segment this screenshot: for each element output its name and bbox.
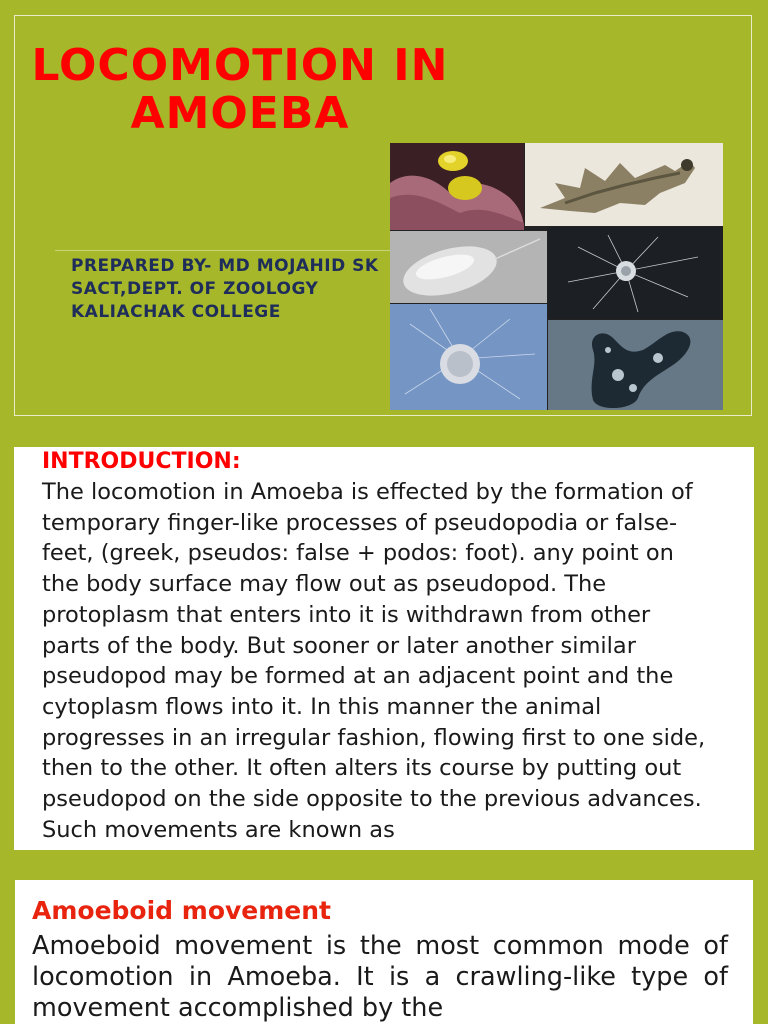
amoeba-y-shaped-image bbox=[548, 320, 723, 410]
amoeba-engulfing-image bbox=[390, 143, 524, 230]
amoeboid-movement-heading: Amoeboid movement bbox=[32, 896, 331, 925]
introduction-text: The locomotion in Amoeba is effected by the formation of temporary finger-like processes of pseudopodia or false-feet, (greek, pseudos: false + podos: foot). any point on the body surface may flow out as pseudopod. The protoplasm that enters into it is withdrawn from other parts of the body. But sooner or later another similar pseudopod may be formed at an adjacent point and the cytoplasm flows into it. In this manner the animal progresses in an irregular fashion, flowing first to one side, then to the other. It often alters its course by putting out pseudopod on the side opposite to the previous advances. Such movements are known as bbox=[42, 479, 706, 843]
amoeba-shell-sem-image bbox=[390, 231, 547, 303]
amoeba-radiating-image bbox=[548, 227, 723, 319]
introduction-slide bbox=[14, 447, 754, 850]
author-block bbox=[71, 255, 379, 324]
author-line-college: KALIACHAK COLLEGE bbox=[71, 302, 281, 322]
amoeba-blue-image bbox=[390, 304, 547, 410]
amoeboid-movement-slide bbox=[15, 880, 753, 1024]
amoeboid-movement-text: Amoeboid movement is the most common mode of locomotion in Amoeba. It is a crawling-like type of movement accomplished by the bbox=[32, 931, 728, 1023]
amoeba-image-collage bbox=[390, 143, 723, 410]
title-divider bbox=[55, 250, 405, 251]
amoeba-pseudopodia-image bbox=[525, 143, 723, 226]
slide-title: LOCOMOTION IN AMOEBA bbox=[31, 40, 449, 139]
introduction-heading: INTRODUCTION: bbox=[42, 449, 241, 474]
author-line-prepared-by: PREPARED BY- MD MOJAHID SK bbox=[71, 256, 379, 276]
author-line-department: SACT,DEPT. OF ZOOLOGY bbox=[71, 279, 319, 299]
